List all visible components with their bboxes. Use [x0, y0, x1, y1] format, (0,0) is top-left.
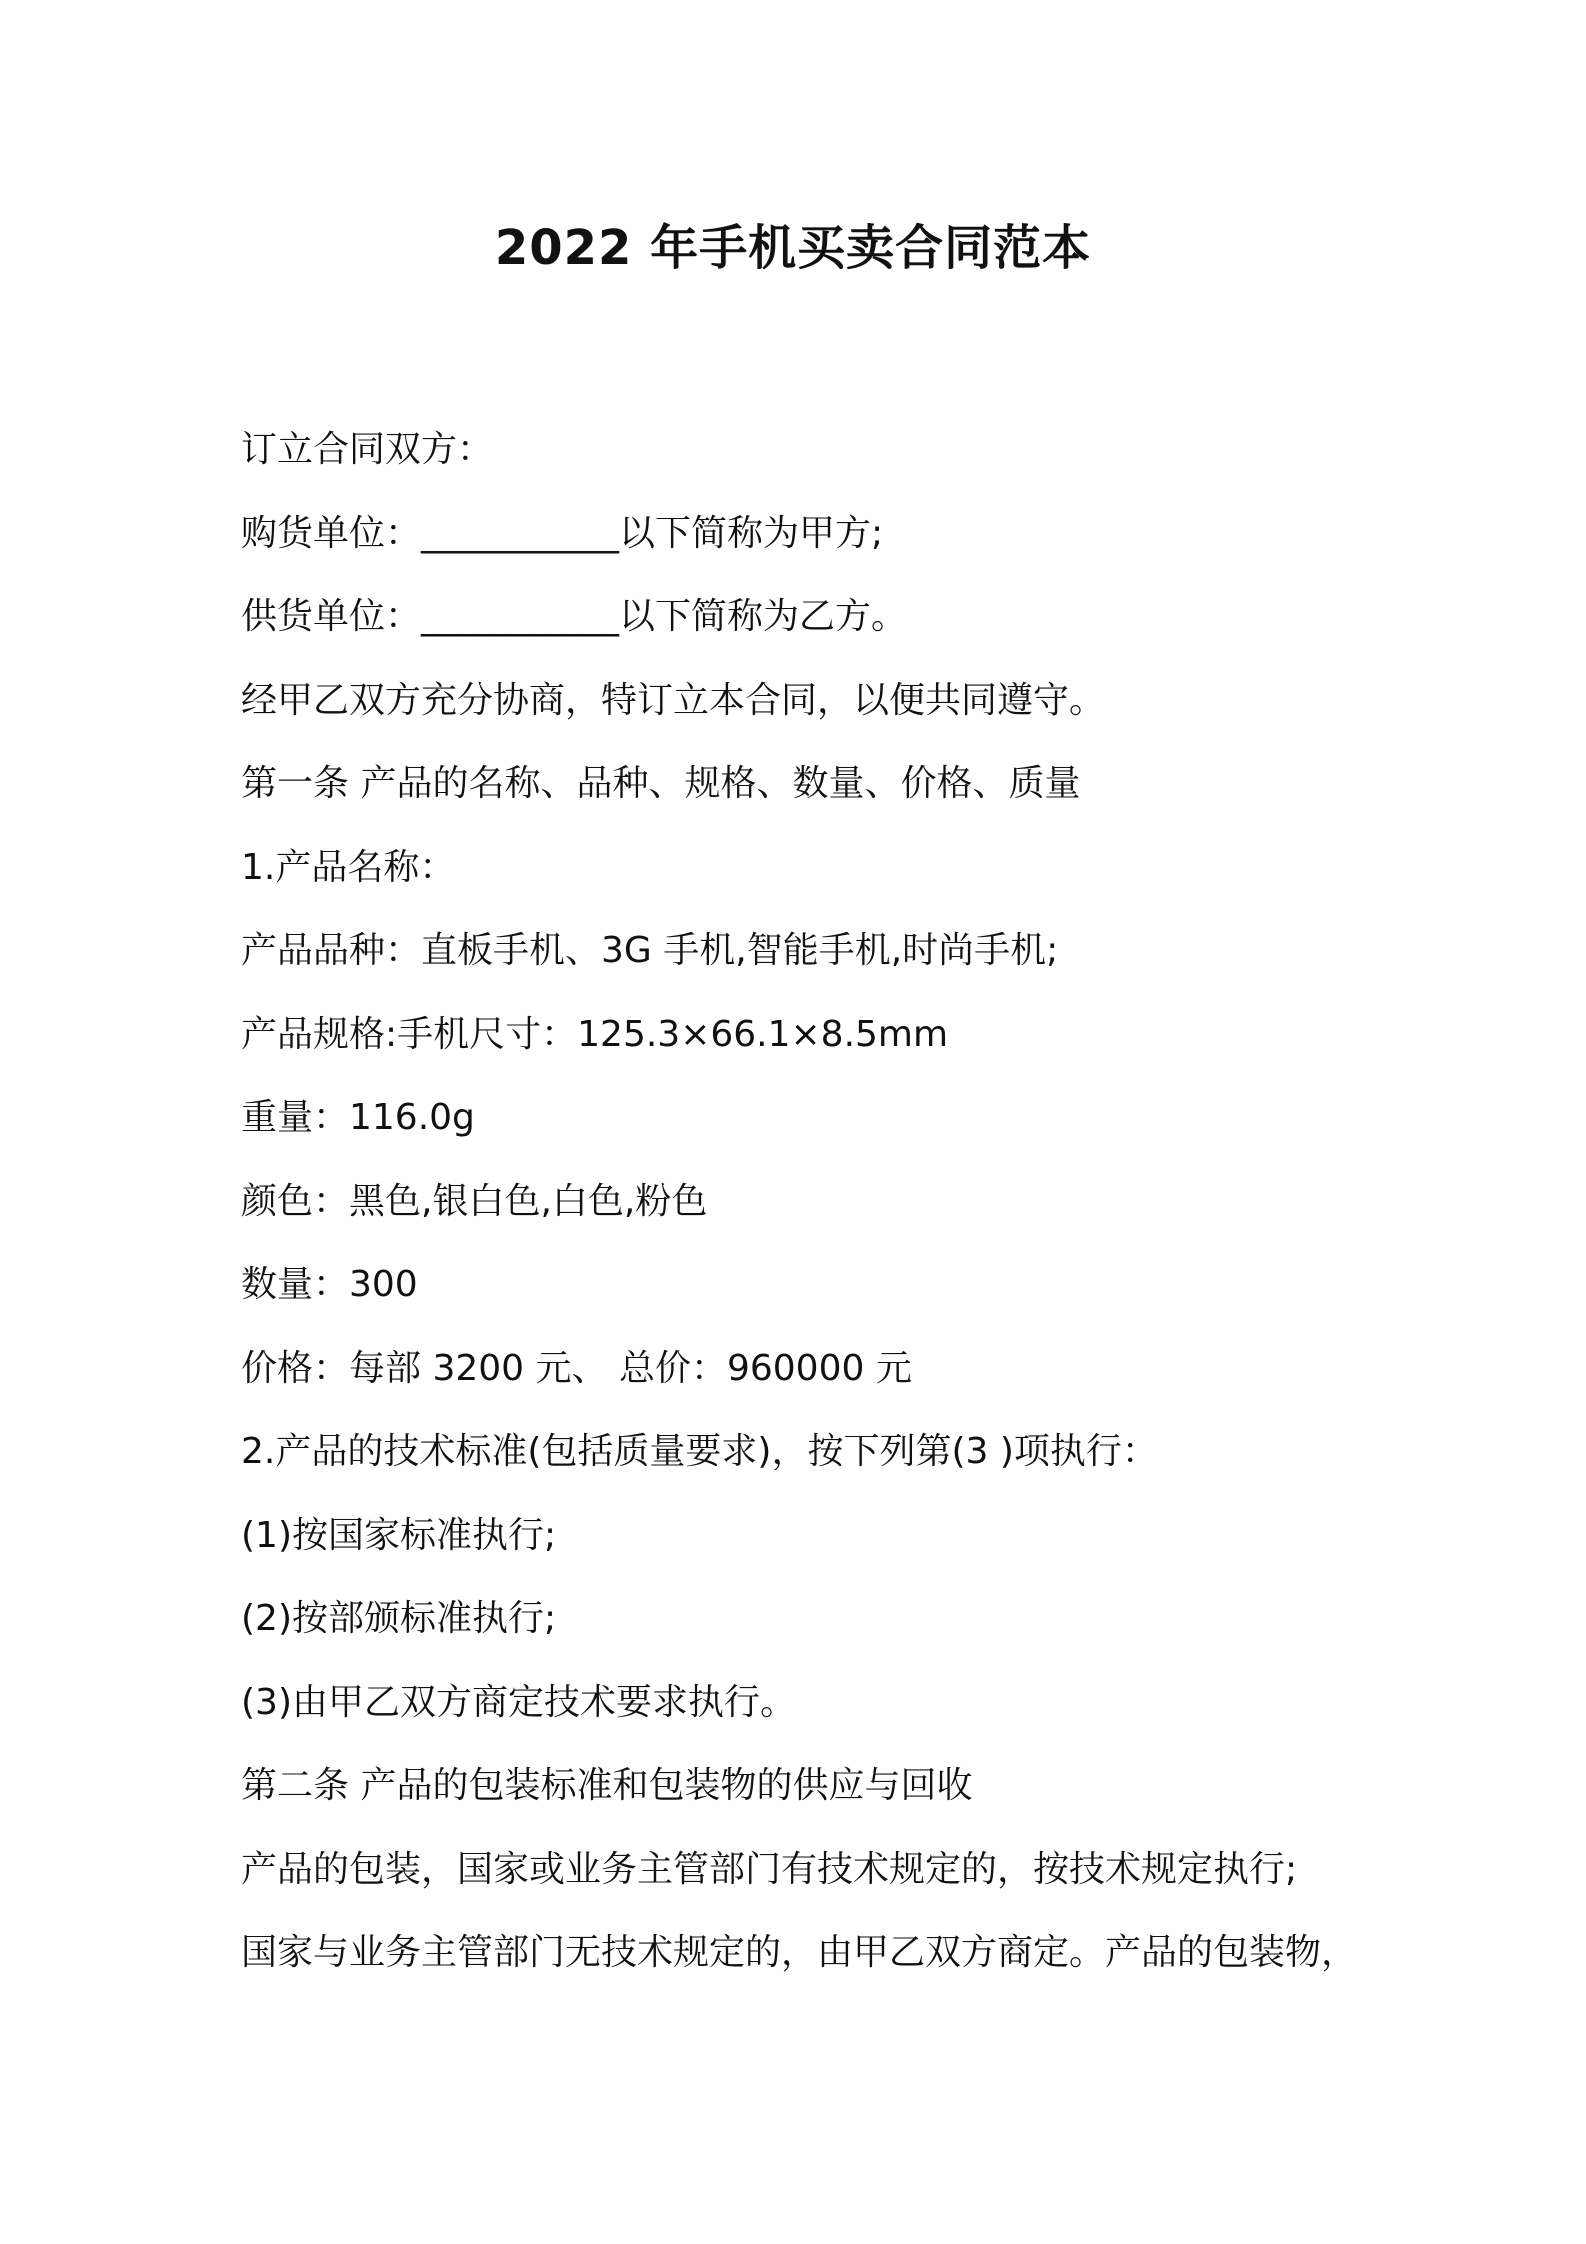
article-2-heading: 第二条 产品的包装标准和包装物的供应与回收	[241, 1765, 973, 1806]
technical-standard-line: 2.产品的技术标准(包括质量要求)，按下列第(3 )项执行：	[241, 1431, 1158, 1472]
document-title: 2022 年手机买卖合同范本	[494, 220, 1092, 276]
document-body	[241, 408, 1421, 1995]
packaging-paragraph-line-2: 国家与业务主管部门无技术规定的，由甲乙双方商定。产品的包装物，	[241, 1932, 1358, 1973]
color-line: 颜色：黑色,银白色,白色,粉色	[241, 1180, 708, 1222]
supplier-line: 供货单位：___________以下简称为乙方。	[241, 596, 908, 637]
product-name-line: 1.产品名称：	[241, 846, 456, 888]
price-line: 价格：每部 3200 元、 总价：960000 元	[241, 1347, 912, 1389]
standard-option-1: (1)按国家标准执行;	[241, 1514, 557, 1556]
quantity-line: 数量：300	[241, 1264, 418, 1305]
weight-line: 重量：116.0g	[241, 1097, 475, 1138]
buyer-line: 购货单位：___________以下简称为甲方;	[241, 512, 884, 554]
parties-heading: 订立合同双方：	[241, 429, 494, 470]
standard-option-3: (3)由甲乙双方商定技术要求执行。	[241, 1681, 796, 1723]
article-1-heading: 第一条 产品的名称、品种、规格、数量、价格、质量	[241, 763, 1081, 804]
product-spec-line: 产品规格:手机尺寸：125.3×66.1×8.5mm	[241, 1013, 949, 1055]
agreement-statement: 经甲乙双方充分协商，特订立本合同，以便共同遵守。	[241, 679, 1106, 721]
standard-option-2: (2)按部颁标准执行;	[241, 1598, 557, 1639]
product-variety-line: 产品品种：直板手机、3G 手机,智能手机,时尚手机;	[241, 930, 1059, 971]
packaging-paragraph-line-1: 产品的包装，国家或业务主管部门有技术规定的，按技术规定执行;	[241, 1848, 1298, 1890]
